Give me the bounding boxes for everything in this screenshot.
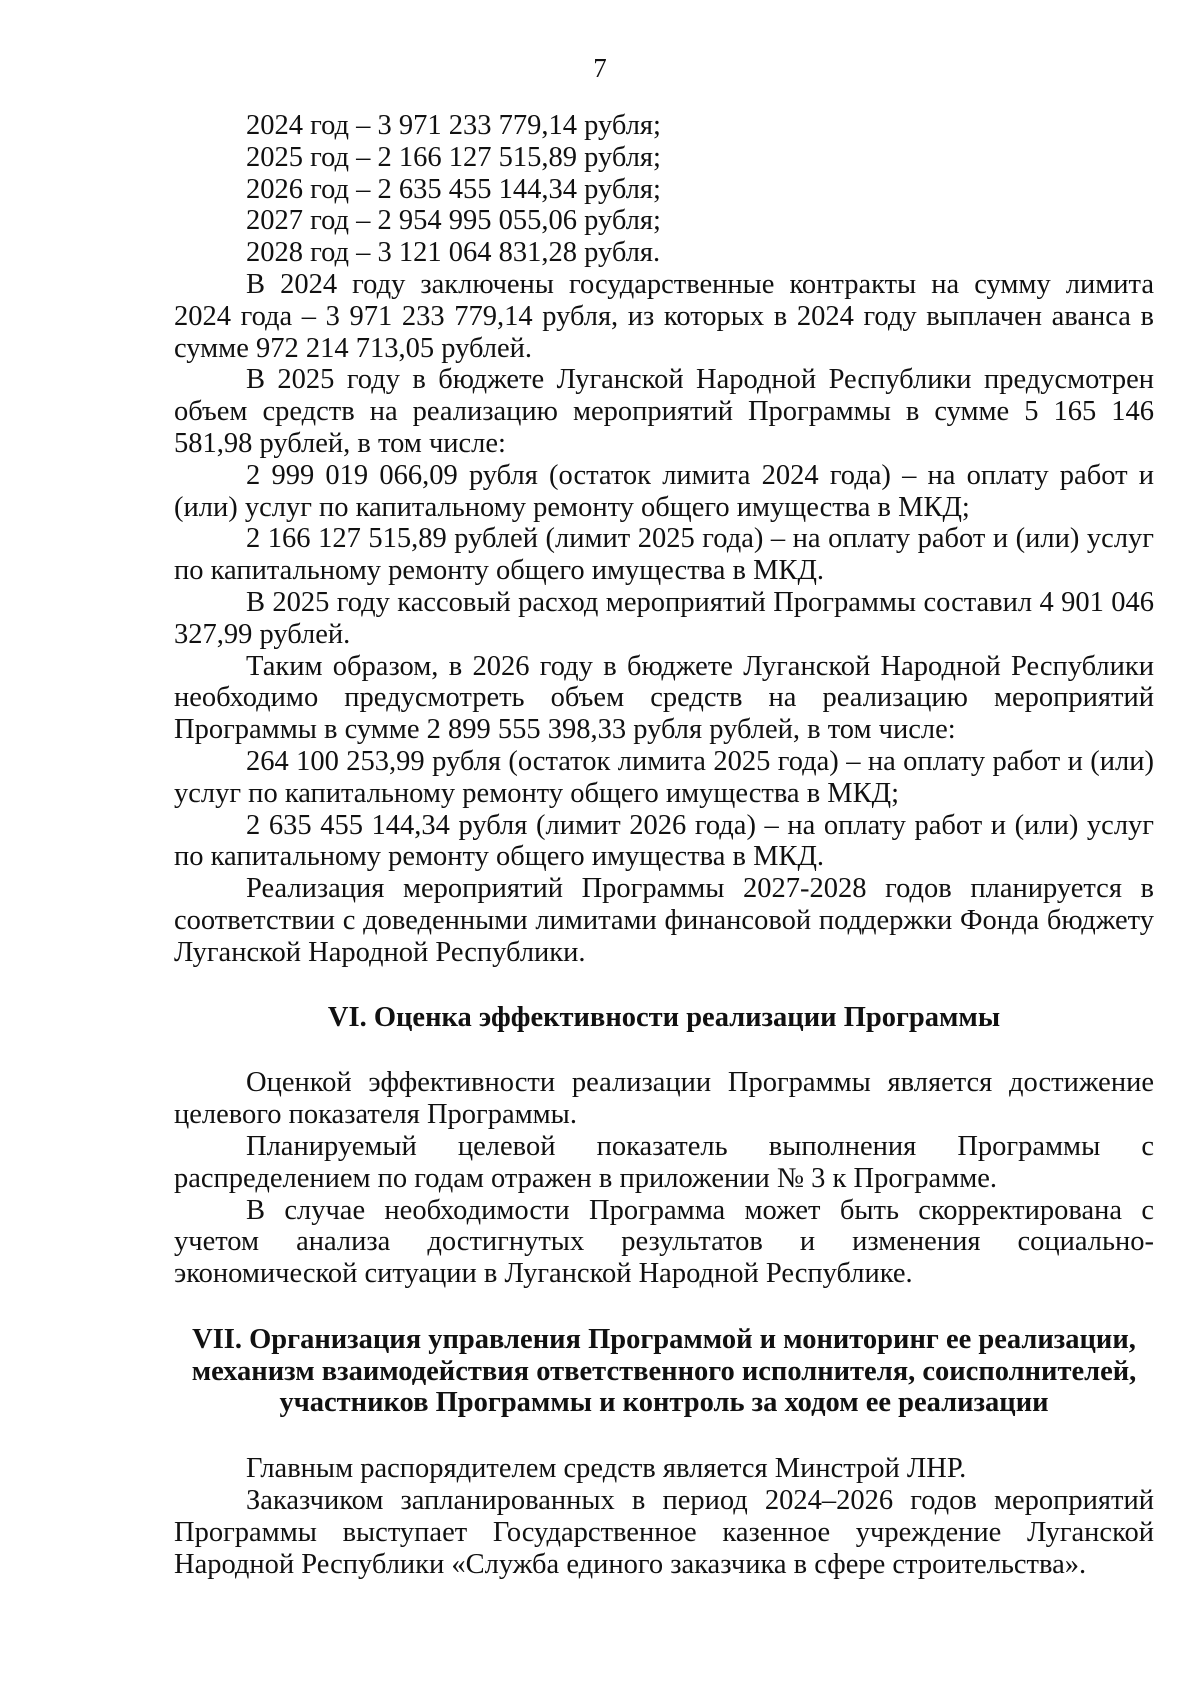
section7-title-line-3: участников Программы и контроль за ходом ее реализации (279, 1387, 1049, 1419)
year-limit-2028: 2028 год – 3 121 064 831,28 рубля. (246, 237, 661, 269)
section6-paragraph-1: Оценкой эффективности реализации Программы является достижение целевого показателя Программы. (174, 1067, 1154, 1131)
section5-paragraphs (174, 269, 1154, 969)
paragraph-limit-2025: 2 166 127 515,89 рублей (лимит 2025 года) – на оплату работ и (или) услуг по капитальному ремонту общего имущества в МКД. (174, 523, 1154, 587)
section6-title: VI. Оценка эффективности реализации Программы (327, 1001, 1001, 1033)
section7-title-line-1: VII. Организация управления Программой и мониторинг ее реализации, (192, 1323, 1136, 1355)
paragraph-contracts-2024: В 2024 году заключены государственные контракты на сумму лимита 2024 года – 3 971 233 779,14 рубля, из которых в 2024 году выплачен аванса в сумме 972 214 713,05 рублей. (174, 268, 1154, 364)
year-limit-2025: 2025 год – 2 166 127 515,89 рубля; (246, 141, 661, 173)
paragraph-limit-2026: 2 635 455 144,34 рубля (лимит 2026 года) – на оплату работ и (или) услуг по капитальному ремонту общего имущества в МКД. (174, 809, 1154, 873)
section7-title-line-2: механизм взаимодействия ответственного исполнителя, соисполнителей, (191, 1355, 1137, 1387)
document-body (174, 110, 1154, 1580)
section7-paragraph-2: Заказчиком запланированных в период 2024–2026 годов мероприятий Программы выступает Государственное казенное учреждение Луганской Народной Республики «Служба единого заказчика в сфере строительства». (174, 1485, 1154, 1580)
section6-paragraph-3: В случае необходимости Программа может быть скорректирована с учетом анализа достигнутых результатов и изменения социально-экономической ситуации в Луганской Народной Республике. (174, 1194, 1154, 1290)
paragraph-remainder-2025: 264 100 253,99 рубля (остаток лимита 2025 года) – на оплату работ и (или) услуг по капитальному ремонту общего имущества в МКД; (174, 745, 1154, 809)
year-limit-2027: 2027 год – 2 954 995 055,06 рубля; (246, 205, 661, 237)
paragraph-budget-2026: Таким образом, в 2026 году в бюджете Луганской Народной Республики необходимо предусмотреть объем средств на реализацию мероприятий Программы в сумме 2 899 555 398,33 рубля рублей, в том числе: (174, 650, 1154, 746)
section7-paragraph-1: Главным распорядителем средств является Минстрой ЛНР. (246, 1453, 967, 1485)
year-limits-list (174, 110, 1154, 269)
paragraph-budget-2025: В 2025 году в бюджете Луганской Народной Республики предусмотрен объем средств на реализацию мероприятий Программы в сумме 5 165 146 581,98 рублей, в том числе: (174, 364, 1154, 459)
section7-paragraphs (174, 1453, 1154, 1580)
year-limit-2026: 2026 год – 2 635 455 144,34 рубля; (246, 173, 661, 205)
paragraph-cash-expense-2025: В 2025 году кассовый расход мероприятий Программы составил 4 901 046 327,99 рублей. (174, 586, 1154, 650)
year-limit-2024: 2024 год – 3 971 233 779,14 рубля; (246, 110, 661, 141)
paragraph-remainder-2024: 2 999 019 066,09 рубля (остаток лимита 2024 года) – на оплату работ и (или) услуг по капитальному ремонту общего имущества в МКД; (174, 459, 1154, 523)
paragraph-implementation-2027-2028: Реализация мероприятий Программы 2027-2028 годов планируется в соответствии с доведенными лимитами финансовой поддержки Фонда бюджету Луганской Народной Республики. (174, 873, 1154, 968)
section7-title (174, 1324, 1154, 1419)
page-number: 7 (593, 53, 607, 83)
section6-paragraph-2: Планируемый целевой показатель выполнения Программы с распределением по годам отражен в приложении № 3 к Программе. (174, 1130, 1154, 1194)
section6-paragraphs (174, 1067, 1154, 1290)
